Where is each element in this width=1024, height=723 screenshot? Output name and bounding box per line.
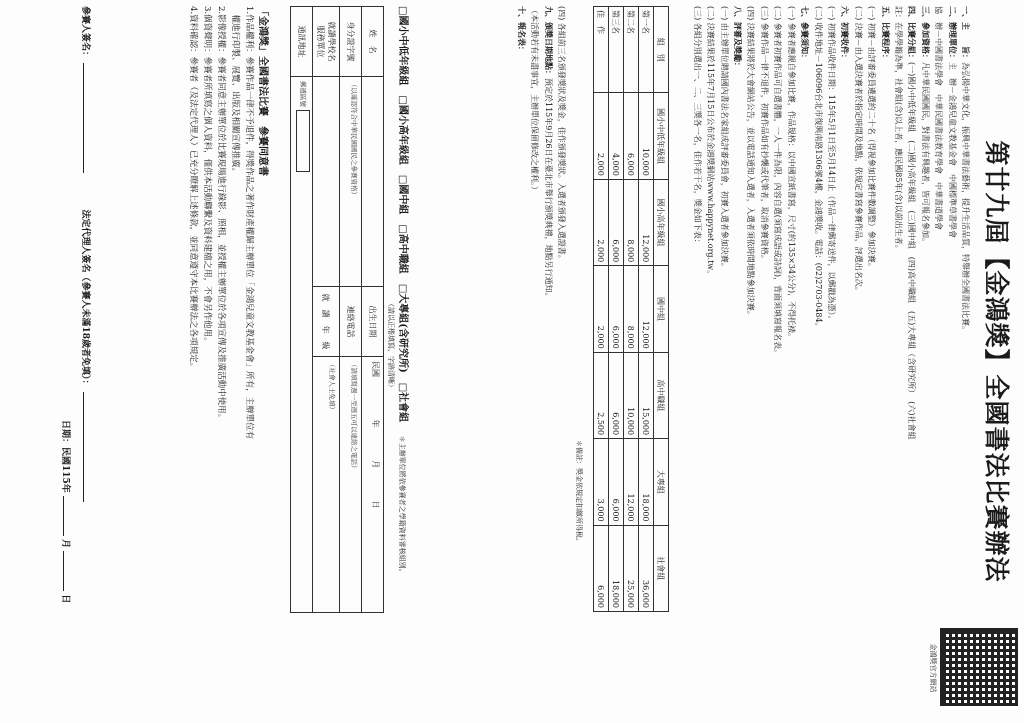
rule-text: (二) 決賽結果於115年7月15日公布於金鴻獎網站www.happynet.org.tw。 — [706, 6, 716, 279]
date-row — [60, 420, 74, 603]
form-caption: （請以正楷填寫，字跡清晰） — [387, 300, 395, 391]
division-note: ＊主辦單位將依參賽者之學籍資料審核組別。 — [398, 435, 406, 576]
prize-header-cell: 組 別 — [654, 7, 669, 93]
rule-label: 二、辦理單位： — [947, 6, 958, 62]
birth-field[interactable] — [362, 357, 384, 613]
name-label: 姓 名 — [362, 7, 384, 77]
rule-text: (一) 由主辦單位聘請國內書法名家組成評審委員會，初賽入選者參加決賽。 — [719, 6, 729, 271]
address-field[interactable] — [291, 77, 313, 613]
prize-cell: 佳 作 — [594, 7, 609, 93]
division-options — [397, 6, 412, 626]
rule-line — [514, 6, 527, 618]
prize-header-cell: 國小高年級組 — [654, 179, 669, 265]
id-field[interactable] — [340, 77, 362, 287]
consent-item: 1.作品權利：參賽作品一律不予退件，得獎作品之著作財產權歸主辦單位「金鴻兒童文教基金會」所有，主辦單位有 — [244, 6, 254, 440]
prize-cell: 第二名 — [624, 7, 639, 93]
rule-line — [690, 6, 703, 618]
day-label: 日 — [60, 594, 70, 604]
day-unit: 日 — [371, 500, 380, 509]
prize-cell: 2,000 — [594, 266, 609, 352]
prize-cell: 2,000 — [594, 179, 609, 265]
prize-cell: 25,000 — [624, 525, 639, 611]
consent-item: 3.個資聲明：參賽者所填寫之個人資料，僅供本活動聯繫及資料建檔之用，不會另作他用。 — [202, 6, 212, 346]
division-checkbox[interactable]: □國小高年級組 — [397, 95, 408, 165]
rule-line — [528, 6, 541, 618]
division-checkbox[interactable]: □社會組 — [397, 382, 408, 423]
rule-label: 五、比賽程序： — [880, 6, 891, 62]
participant-sign-label: 參賽人簽名： — [80, 6, 90, 61]
rule-text: (一) 參賽者應親自參加比賽，作品規格：以中國宣紙書寫，尺寸(約135×34公分)，不得托裱。 — [786, 6, 796, 342]
prize-cell: 6,000 — [624, 93, 639, 179]
prize-cell: 36,000 — [639, 525, 654, 611]
rule-text: (四) 各組前三名頒發獎狀及獎金，佳作頒發獎狀。入選者頒發入選證書。 — [557, 6, 566, 263]
document-title: 第廿九屆【金鴻獎】全國書法比賽辦法 — [982, 140, 1011, 583]
month-label: 月 — [60, 539, 70, 549]
division-checkbox[interactable]: □國小中低年級組 — [397, 6, 408, 86]
prize-row — [609, 7, 624, 612]
rule-line — [932, 6, 945, 618]
rule-text: (一)國小中低年級組 (二)國小高年級組 (三)國中組 (四)高中職組 (五)大專組（含研究所） (六)社會組 — [907, 62, 917, 440]
rule-text: （本活動若有未盡事宜，主辦單位保留修改之權利。） — [530, 6, 540, 194]
rule-text: (四) 決賽結果將於大會網站公告，並以電話通知入選者，入選者須依時間地點參加決賽。 — [746, 6, 756, 319]
prize-header-cell: 社會組 — [654, 525, 669, 611]
rule-text: 註：在學學籍為準，社會組(含)以上者，應民國85年(含)以前出生者。 — [893, 6, 903, 253]
prize-table — [593, 6, 669, 612]
name-field[interactable] — [362, 77, 384, 287]
prize-header-cell: 大專組 — [654, 439, 669, 525]
prize-row — [639, 7, 654, 612]
prize-cell: 6,000 — [594, 525, 609, 611]
rules-section — [690, 6, 972, 618]
consent-title: 「金鴻獎」全國書法比賽 參賽同意書 — [257, 6, 268, 176]
rule-text: (一) 初賽－由評審委員遴選約二十名（得視參加比賽件數調整）參加決賽。 — [867, 6, 877, 271]
guardian-sign-line[interactable] — [83, 392, 94, 502]
rule-line — [892, 6, 905, 618]
rule-label: 四、比賽分組： — [907, 6, 918, 62]
prize-cell: 6,000 — [609, 179, 624, 265]
prize-cell: 12,000 — [639, 179, 654, 265]
rules-section-2 — [514, 6, 568, 618]
registration-form — [290, 6, 384, 613]
id-label: 身分證字號 — [340, 7, 362, 77]
id-note: （以確認符合中華民國國民之參賽資格） — [350, 81, 358, 198]
rule-text: (三) 各組分別選出一、二、三獎各一名，佳作若干名，獎金如下表： — [692, 6, 702, 247]
prize-header-cell: 國中組 — [654, 266, 669, 352]
prize-cell: 2,500 — [594, 352, 609, 438]
school-field[interactable] — [313, 77, 340, 287]
prize-cell: 2,000 — [594, 93, 609, 179]
rule-text: 凡中華民國國民，對書法有興趣者，皆可報名參加。 — [920, 62, 930, 246]
consent-item: 2.影像授權：參賽者同意主辦單位於比賽現場進行錄影、照相，並授權主辦單位於各項宣傳及推廣活動中使用。 — [216, 6, 226, 423]
prize-cell: 12,000 — [639, 266, 654, 352]
zip-label: 郵遞區號 — [299, 81, 307, 107]
rule-line — [878, 6, 891, 618]
prize-cell: 3,000 — [594, 439, 609, 525]
birth-label: 出生日期 — [362, 287, 384, 357]
prize-cell: 4,000 — [609, 93, 624, 179]
rule-label: 三、參加資格： — [920, 6, 931, 62]
prize-header-cell: 高中職組 — [654, 352, 669, 438]
prize-note: ＊備註：獎金依規定扣繳所得稅。 — [575, 440, 583, 545]
year-prefix: 民國 — [371, 361, 380, 377]
grade-field[interactable] — [313, 357, 340, 613]
prize-row — [594, 7, 609, 612]
date-prefix: 日期：民國115年 — [60, 420, 70, 493]
grade-label: 就 讀 年 級 — [313, 287, 340, 357]
rule-text: 預定於115年9月26日在臺北市舉行頒獎典禮，地點另行通知。 — [543, 78, 553, 301]
grade-note: （社會人士免填） — [328, 361, 336, 413]
prize-cell: 10,000 — [639, 93, 654, 179]
rule-line — [865, 6, 878, 618]
consent-item: 權進行印製、展覽、出版及相關宣傳推廣。 — [230, 6, 240, 177]
consent-terms — [186, 6, 256, 618]
prize-cell: 8,000 — [624, 179, 639, 265]
rule-label: 九、頒獎日期地點： — [543, 6, 554, 78]
qr-code-icon — [940, 628, 1018, 706]
rule-text: (二) 參賽者初賽作品可自選書體，一人一件為限，內容自選(須寫成語或詩詞)，背面須填寫報名表。 — [773, 6, 783, 358]
division-checkbox[interactable]: □高中職組 — [397, 224, 408, 274]
prize-cell: 12,000 — [624, 439, 639, 525]
school-label-text: 就讀學校名 — [327, 21, 336, 62]
phone-label: 連絡電話 — [340, 287, 362, 357]
rule-text: 協 辦－中國書法學會 中華民國書法教育學會 中華書道學會 — [934, 6, 944, 230]
prize-cell: 6,000 — [609, 266, 624, 352]
rule-line — [798, 6, 811, 618]
month-unit: 月 — [371, 460, 380, 469]
rule-line — [731, 6, 744, 618]
prize-cell: 6,000 — [609, 352, 624, 438]
phone-field[interactable] — [340, 357, 362, 613]
rule-text: (三) 參賽作品一律不退件，初賽作品如有抄襲或代筆者，取消參賽資格。 — [759, 6, 769, 263]
prize-row — [624, 7, 639, 612]
division-checkbox[interactable]: □國中組 — [397, 174, 408, 215]
month-line[interactable] — [63, 496, 74, 536]
year-unit: 年 — [371, 419, 380, 428]
address-label: 通訊地址 — [291, 7, 313, 77]
prize-cell: 18,000 — [609, 525, 624, 611]
prize-cell: 第三名 — [609, 7, 624, 93]
school-label — [313, 7, 340, 77]
consent-item: 4.資料確認：參賽者（及法定代理人）已充分瞭解上述條款，並同意遵守本比賽辦法之各項規定。 — [188, 6, 198, 372]
rule-line — [744, 6, 757, 618]
qr-caption: 金鴻獎官方網站 — [929, 643, 937, 693]
rule-text: 為弘揚中華文化，振興中華書法藝術，提升生活品質，特舉辦全國書法比賽。 — [961, 62, 970, 334]
rule-label: 六、初賽收件： — [840, 6, 851, 62]
rule-line — [541, 6, 554, 618]
rule-line — [838, 6, 851, 618]
prize-cell: 10,000 — [624, 352, 639, 438]
rule-label: 八、評審及獎勵： — [733, 6, 744, 70]
work-label-text: 服務單位 — [316, 25, 325, 58]
rule-line — [905, 6, 918, 618]
rule-line — [811, 6, 824, 618]
rule-line — [918, 6, 931, 618]
rule-line — [945, 6, 958, 618]
prize-cell: 第一名 — [639, 7, 654, 93]
rule-line — [771, 6, 784, 618]
rule-text: (一) 初賽作品收件日期：115年5月1日至5月14日止（作品一律郵寄送件，以郵戳為憑）。 — [826, 6, 836, 324]
division-checkbox[interactable]: □大專組(含研究所) — [397, 283, 408, 373]
prize-cell: 6,000 — [609, 439, 624, 525]
phone-note: （請填寫週一至週五可以連絡之電話） — [350, 361, 358, 472]
rule-line — [704, 6, 717, 618]
rule-line — [758, 6, 771, 618]
rule-line — [959, 6, 972, 618]
prize-header-cell: 國小中低年級組 — [654, 93, 669, 179]
rule-line — [825, 6, 838, 618]
prize-cell: 15,000 — [639, 352, 654, 438]
rule-line — [851, 6, 864, 618]
rule-line — [717, 6, 730, 618]
participant-sign-line[interactable] — [83, 63, 94, 173]
day-line[interactable] — [63, 551, 74, 591]
prize-cell: 8,000 — [624, 266, 639, 352]
rule-text: 主 辦－金鴻兒童文教基金會 中國標準草書學會 — [947, 62, 957, 238]
signature-row — [80, 6, 94, 706]
rule-line — [555, 6, 568, 618]
rule-line — [784, 6, 797, 618]
zip-box[interactable] — [296, 110, 310, 172]
rule-text: (二) 決賽－由入選決賽者於指定時間及地點，依規定書寫參賽作品，評選出名次。 — [853, 6, 863, 295]
rule-text: (二) 收件地址－106096台北市復興南路1306號4樓，金鴻獎收。電話：(02)2703-0484。 — [813, 6, 823, 331]
rule-label: 一、主 旨： — [961, 6, 971, 62]
prize-cell: 18,000 — [639, 439, 654, 525]
rule-label: 七、參賽須知： — [800, 6, 811, 62]
rule-label: 十、報名表： — [516, 6, 527, 54]
guardian-sign-label: 法定代理人簽名（參賽人未滿18歲者免填）： — [80, 209, 90, 389]
